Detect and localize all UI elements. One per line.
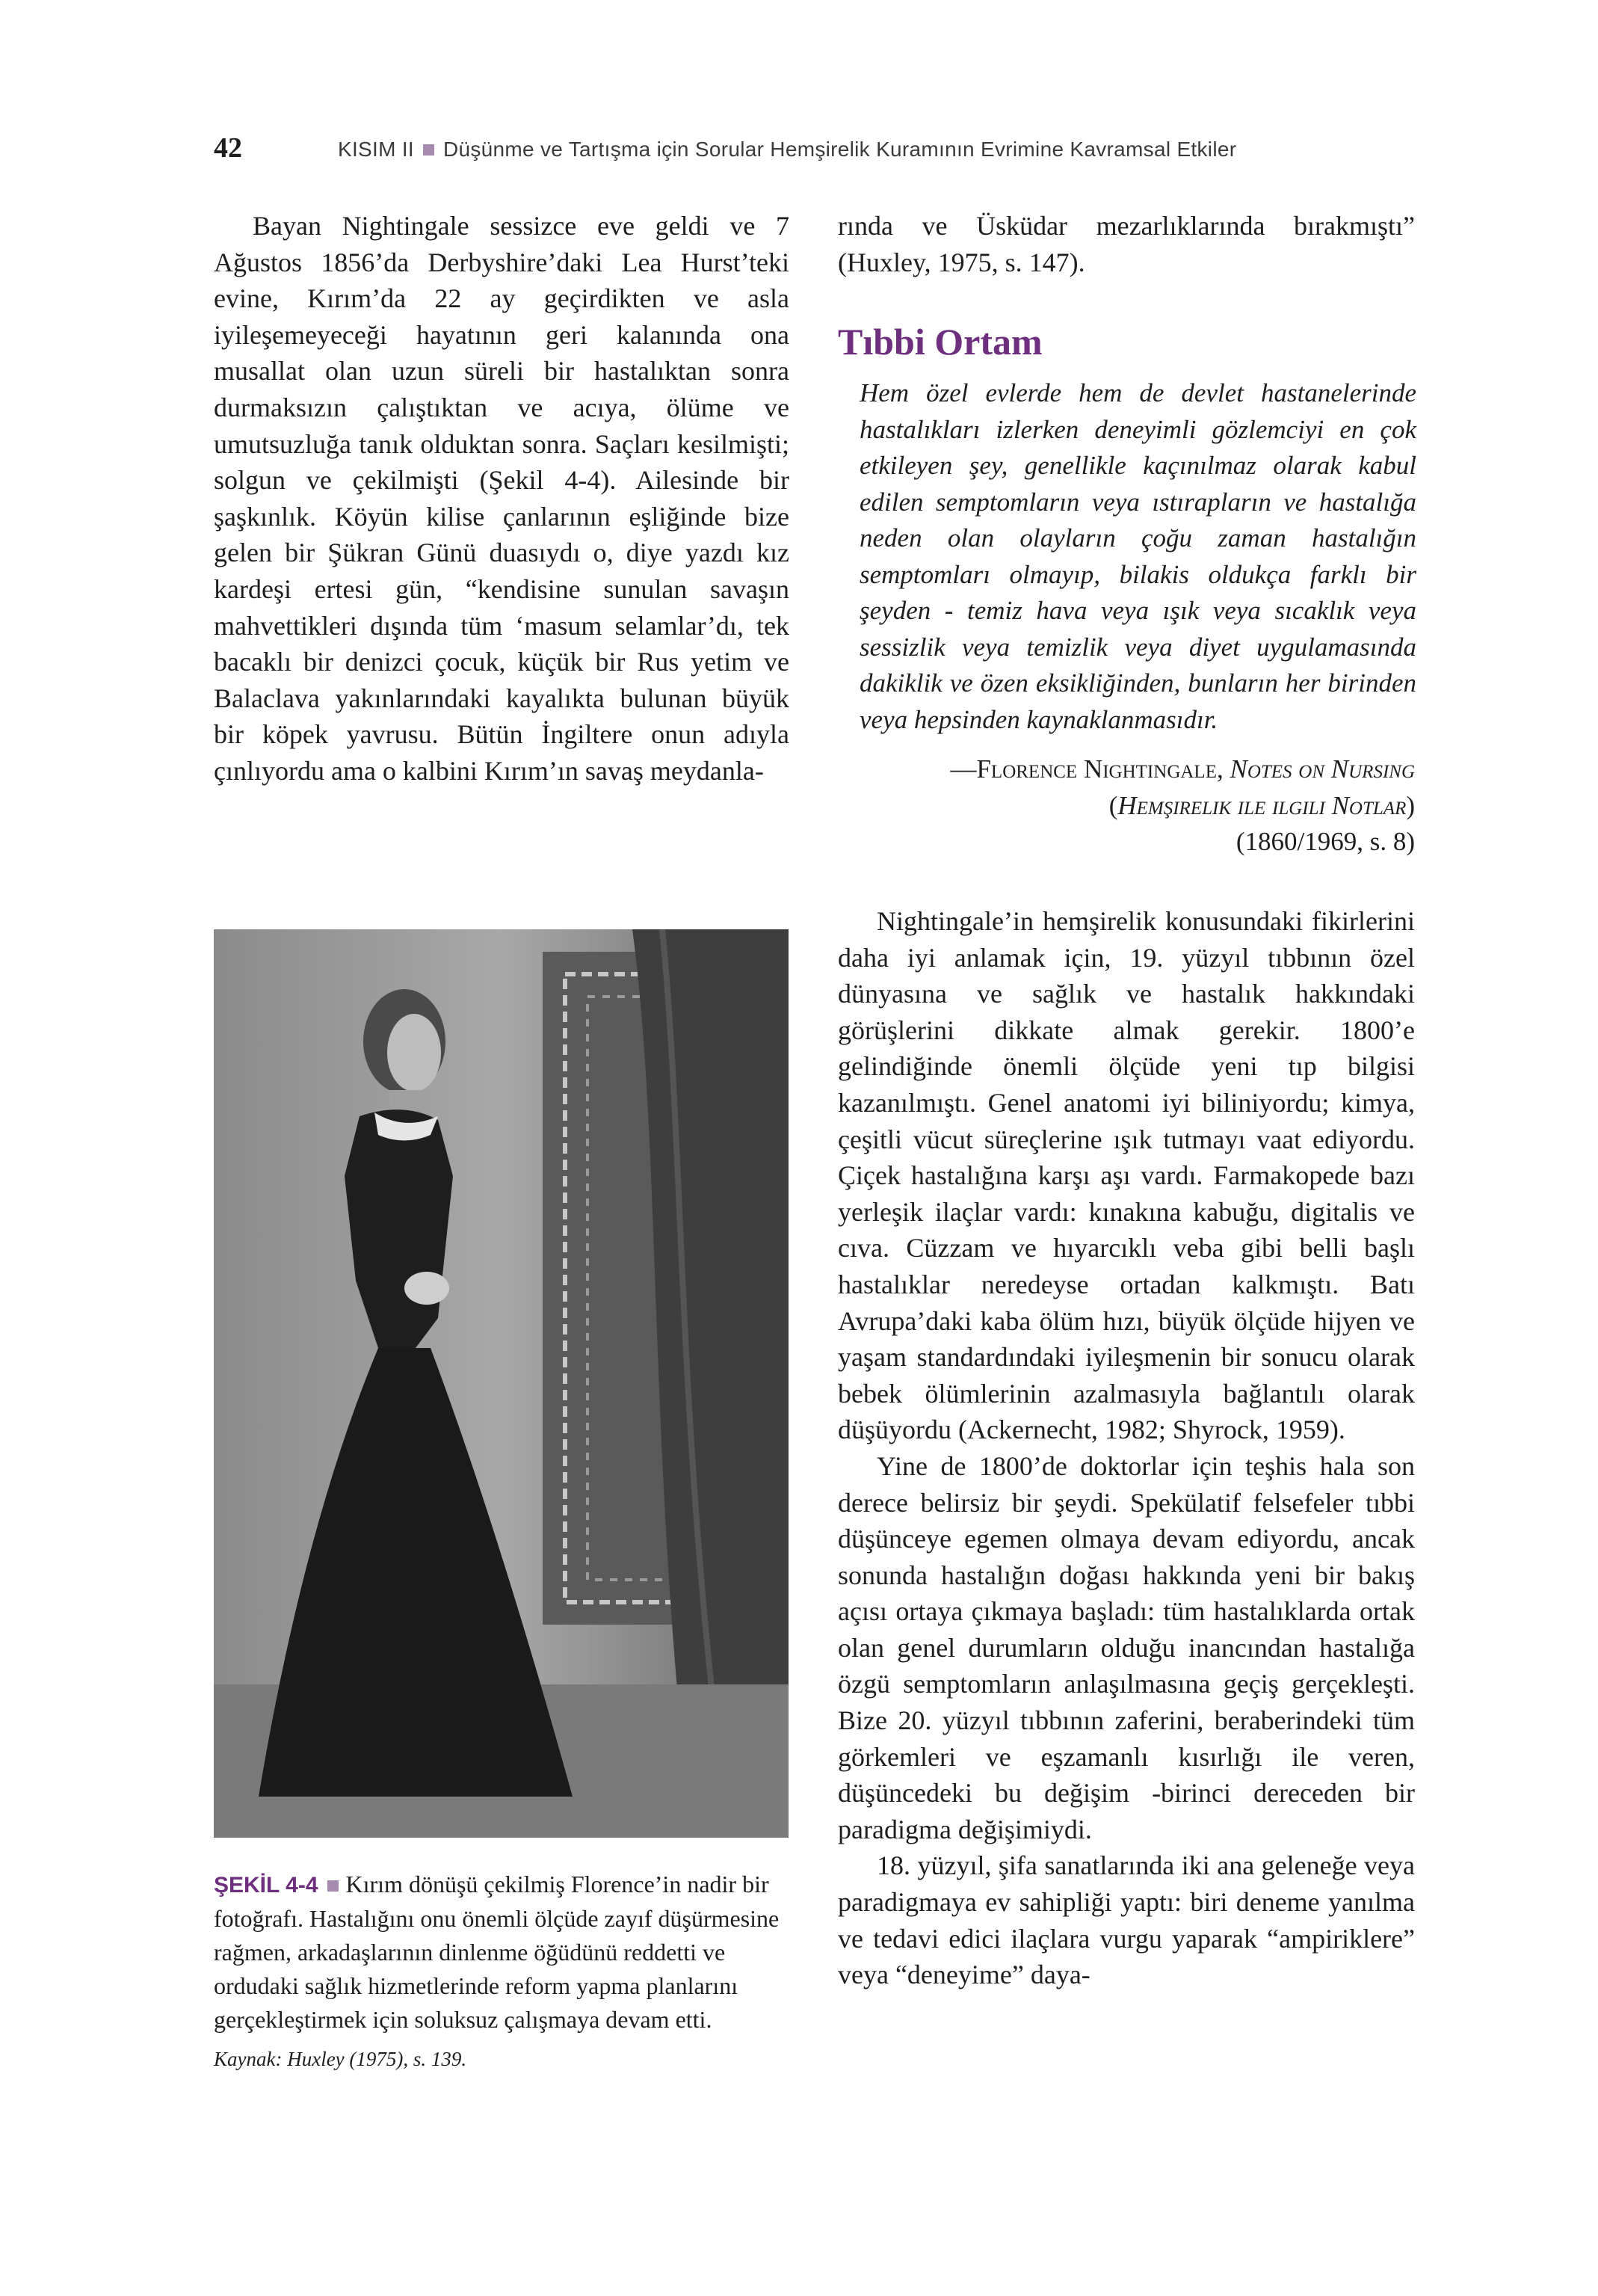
figure-label: ŞEKİL 4-4 (214, 1873, 318, 1898)
figure-caption (214, 1868, 793, 2076)
page-number: 42 (214, 132, 242, 164)
figure-caption-text: Kırım dönüşü çekilmiş Florence’in nadir bir fotoğrafı. Hastalığını onu önemli ölçüde zayıf düşürmesine rağmen, arkadaşlarının dinlenme öğüdünü reddetti ve ordudaki sağlık hizmetlerinde reform yapma planlarını gerçekleştirmek için soluksuz çalışmaya devam etti. (214, 1871, 780, 2033)
right-paragraph-3: 18. yüzyıl, şifa sanatlarında iki ana geleneğe veya paradigmaya ev sahipliği yaptı: biri deneme yanılma ve tedavi edici ilaçlara vurgu yaparak “ampiriklere” veya “deneyime” daya- (838, 1850, 1415, 1990)
portrait-photo-illustration (214, 929, 789, 1838)
square-bullet-icon (327, 1880, 339, 1892)
right-column-top (838, 208, 1415, 280)
square-bullet-icon (423, 144, 434, 156)
left-column (214, 208, 789, 790)
attribution-author: —Florence Nightingale, (950, 754, 1224, 784)
attribution-work: Notes on Nursing (1230, 754, 1415, 784)
left-paragraph: Bayan Nightingale sessizce eve geldi ve 7 Ağustos 1856’da Derbyshire’daki Lea Hurst’teki evine, Kırım’da 22 ay geçirdikten ve asla iyileşemeyeceği hayatının geri kalanında ona musallat olan uzun süreli bir hastalıktan sonra durmaksızın çalıştıktan ve acıya, ölüme ve umutsuzluğa tanık olduktan sonra. Saçları kesilmişti; solgun ve çekilmişti (Şekil 4-4). Ailesinde bir şaşkınlık. Köyün kilise çanlarının eşliğinde bize gelen bir Şükran Günü duasıydı o, diye yazdı kız kardeşi ertesi gün, “kendisine sunulan savaşın mahvettikleri dışında tüm ‘masum selamlar’dı, tek bacaklı bir denizci çocuk, küçük bir Rus yetim ve Balaclava yakınlarındaki kayalıkta bulunan büyük bir köpek yavrusu. Bütün İngiltere onun adıyla çınlıyordu ama o kalbini Kırım’ın savaş meydanla- (214, 211, 789, 786)
figure-source: Kaynak: Huxley (1975), s. 139. (214, 2048, 467, 2070)
continuation-text: rında ve Üsküdar mezarlıklarında bırakmıştı” (Huxley, 1975, s. 147). (838, 211, 1415, 277)
attribution-translation: Hemşirelik ile ilgili Notlar (1117, 790, 1407, 820)
running-title: Düşünme ve Tartışma için Sorular Hemşirelik Kuramının Evrimine Kavramsal Etkiler (442, 138, 1237, 161)
figure-photo (214, 929, 789, 1838)
epigraph-attribution: —Florence Nightingale, Notes on Nursing (Hemşirelik ile ilgili Notlar) (1860/1969, s. 8) (950, 751, 1415, 861)
section-heading: Tıbbi Ortam (838, 321, 1043, 363)
right-column-body (838, 903, 1415, 1993)
part-label: KISIM II (338, 138, 414, 161)
attribution-year: (1860/1969, s. 8) (1235, 827, 1415, 857)
running-head (338, 138, 1236, 161)
epigraph-quote: Hem özel evlerde hem de devlet hastanelerinde hastalıkları izlerken deneyimli gözlemciyi en çok etkileyen şey, genellikle kaçınılmaz olarak kabul edilen semptomların veya ıstırapların ve hastalığa neden olan olayların çoğu zaman hastalığın semptomları olmayıp, bilakis oldukça farklı bir şeyden - temiz hava veya ışık veya sıcaklık veya sessizlik veya temizlik veya diyet uygulamasında dakiklik ve özen eksikliğinden, bunların her birinden veya hepsinden kaynaklanmasıdır. (860, 378, 1416, 734)
running-header (214, 132, 1410, 169)
right-paragraph-2: Yine de 1800’de doktorlar için teşhis hala son derece belirsiz bir şeydi. Spekülatif felsefeler tıbbi düşünceye egemen olmaya devam ediyordu, ancak sonunda hastalığın doğası hakkında yeni bir bakış açısı ortaya çıkmaya başladı: tüm hastalıklarda ortak olan genel durumların olduğu inancından hastalığa özgü semptomların anlaşılmasına geçiş gerçekleşti. Bize 20. yüzyıl tıbbının zaferini, beraberindeki tüm görkemleri ve eşzamanlı kısırlığı ile veren, düşüncedeki bu değişim -birinci dereceden bir paradigma değişimiydi. (838, 1450, 1415, 1844)
right-paragraph-1: Nightingale’in hemşirelik konusundaki fikirlerini daha iyi anlamak için, 19. yüzyıl tıbbının özel dünyasına ve sağlık ve hastalık hakkındaki görüşlerini dikkate almak gerekir. 1800’e gelindiğinde önemli ölçüde yeni tıp bilgisi kazanılmıştı. Genel anatomi iyi biliniyordu; kimya, çeşitli vücut süreçlerine ışık tutmayı vaat ediyordu. Çiçek hastalığına karşı aşı vardı. Farmakopede bazı yerleşik ilaçlar vardı: kınakına kabuğu, digitalis ve cıva. Cüzzam ve hıyarcıklı veba gibi belli başlı hastalıklar neredeyse ortadan kalkmıştı. Batı Avrupa’daki kaba ölüm hızı, büyük ölçüde hijyen ve yaşam standardındaki iyileşmenin bir sonucu olarak bebek ölümlerinin azalmasıyla bağlantılı olarak düşüyordu (Ackernecht, 1982; Shyrock, 1959). (838, 906, 1415, 1445)
